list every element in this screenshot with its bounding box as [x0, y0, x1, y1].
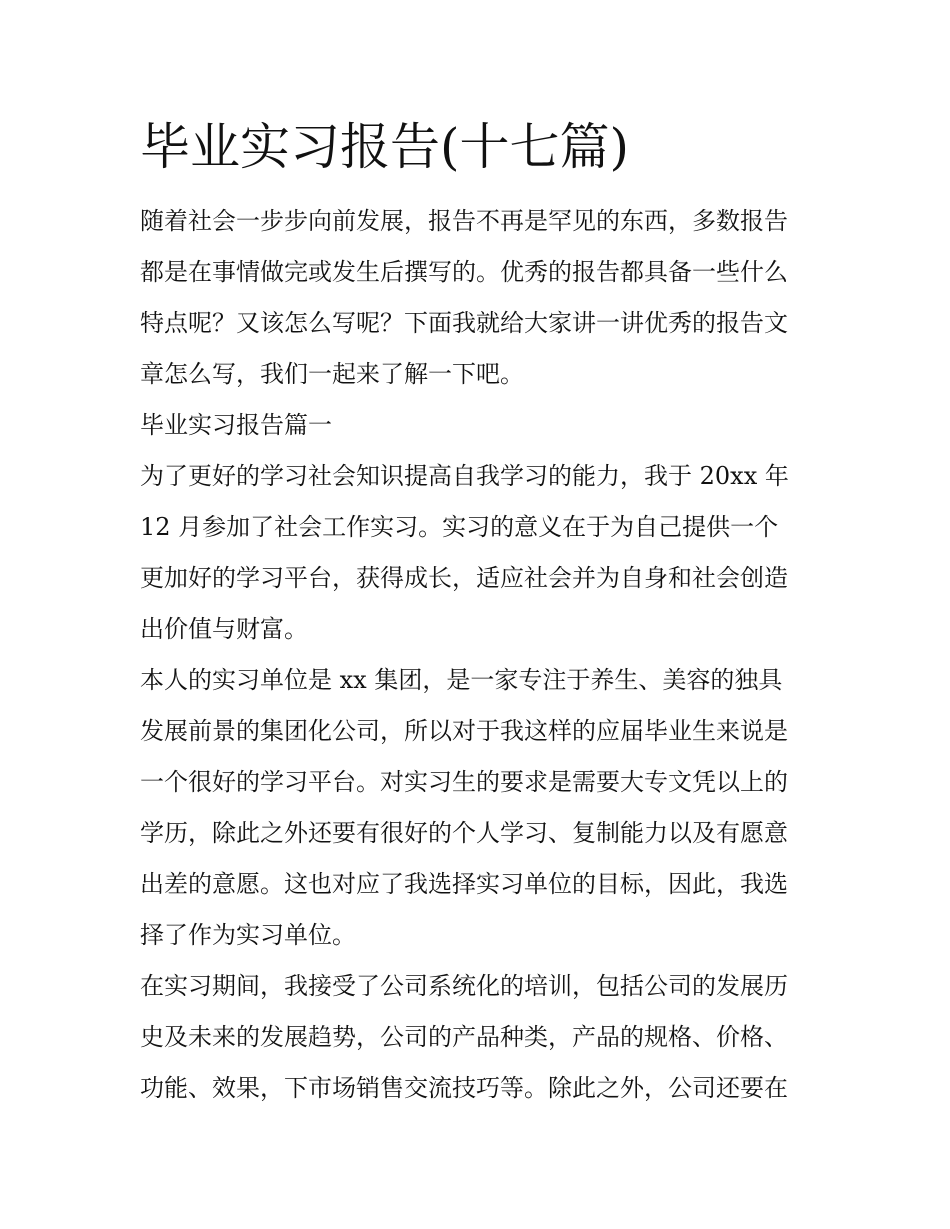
paragraph-line: 出价值与财富。	[140, 615, 308, 643]
section-heading: 毕业实习报告篇一	[140, 411, 332, 439]
paragraph-line: 发展前景的集团化公司，所以对于我这样的应届毕业生来说是	[140, 717, 788, 745]
paragraph-line: 功能、效果，下市场销售交流技巧等。除此之外，公司还要在	[140, 1074, 788, 1102]
paragraph-line: 特点呢？又该怎么写呢？下面我就给大家讲一讲优秀的报告文	[140, 309, 788, 337]
paragraph-line: 随着社会一步步向前发展，报告不再是罕见的东西，多数报告	[140, 207, 788, 235]
document-title: 毕业实习报告(十七篇)	[140, 118, 630, 176]
paragraph-line: 史及未来的发展趋势，公司的产品种类，产品的规格、价格、	[140, 1023, 788, 1051]
paragraph-line: 章怎么写，我们一起来了解一下吧。	[140, 360, 524, 388]
paragraph-line: 都是在事情做完或发生后撰写的。优秀的报告都具备一些什么	[140, 258, 788, 286]
paragraph-line: 出差的意愿。这也对应了我选择实习单位的目标，因此，我选	[140, 870, 788, 898]
paragraph-line: 择了作为实习单位。	[140, 921, 356, 949]
paragraph-line: 12 月参加了社会工作实习。实习的意义在于为自己提供一个	[140, 513, 779, 541]
document-body	[140, 196, 820, 1114]
paragraph-line: 本人的实习单位是 xx 集团，是一家专注于养生、美容的独具	[140, 666, 783, 694]
paragraph-line: 为了更好的学习社会知识提高自我学习的能力，我于 20xx 年	[140, 462, 789, 490]
paragraph-line: 一个很好的学习平台。对实习生的要求是需要大专文凭以上的	[140, 768, 788, 796]
paragraph-line: 学历，除此之外还要有很好的个人学习、复制能力以及有愿意	[140, 819, 788, 847]
paragraph-line: 在实习期间，我接受了公司系统化的培训，包括公司的发展历	[140, 972, 788, 1000]
paragraph-line: 更加好的学习平台，获得成长，适应社会并为自身和社会创造	[140, 564, 788, 592]
